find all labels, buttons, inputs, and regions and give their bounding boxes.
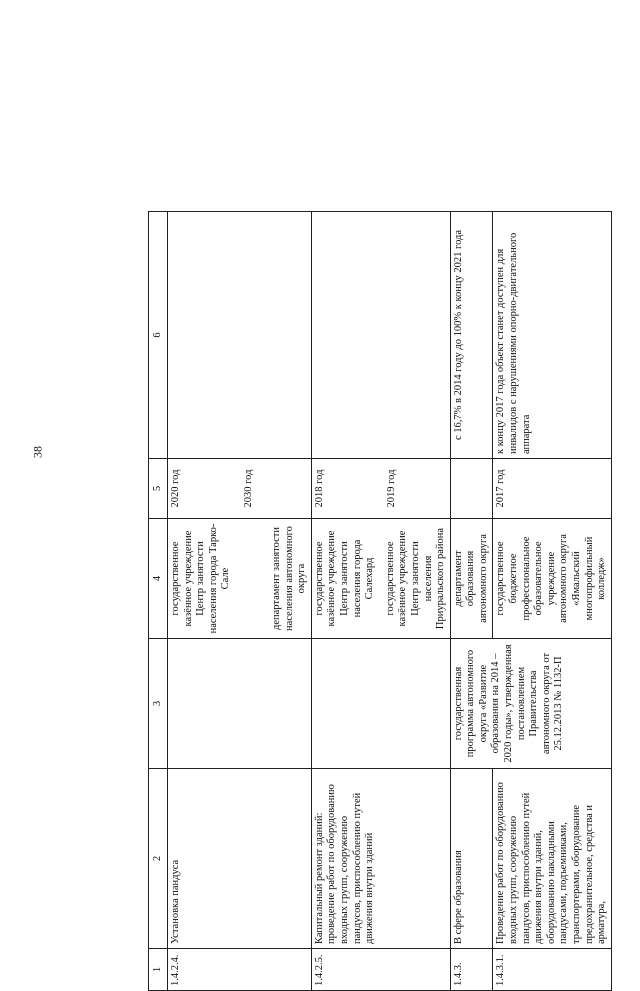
- column-header: 6: [149, 212, 168, 459]
- row-executor: департамент образования автономного округа: [450, 519, 493, 639]
- row-result: к концу 2017 года объект станет доступен для инвалидов с нарушениями опорно-двигательного аппарата: [493, 212, 611, 459]
- row-id: 1.4.2.5.: [311, 949, 450, 991]
- column-header: 3: [149, 639, 168, 769]
- executor-secondary: департамент занятости населения автономного округа: [270, 526, 308, 631]
- row-deadline: [450, 459, 493, 519]
- measures-table: [148, 211, 612, 991]
- row-name: Проведение работ по оборудованию входных групп, сооружению пандусов, приспособлению путей движения внутри зданий, оборудованию накладными пандусами, подъемниками, транспортерами, оборудование предохранительное, средства и арматура,: [493, 769, 611, 949]
- row-id: 1.4.3.1.: [493, 949, 611, 991]
- row-executor: [168, 519, 312, 639]
- executor-secondary: государственное казённое учреждение Центр занятости населения Приуральского района: [384, 527, 447, 630]
- column-header: 5: [149, 459, 168, 519]
- row-name: Капитальный ремонт зданий: проведение работ по оборудованию входных групп, сооружению пандусов, приспособлению путей движения внутри зданий: [311, 769, 450, 949]
- deadline-end: 2030 год: [242, 469, 254, 508]
- table-row: [168, 212, 312, 991]
- row-name: Установка пандуса: [168, 769, 312, 949]
- column-header: 4: [149, 519, 168, 639]
- deadline-start: 2018 год: [313, 469, 325, 508]
- row-result: с 16,7% в 2014 году до 100% к концу 2021 года: [450, 212, 493, 459]
- table-row: [493, 212, 611, 991]
- table-header-row: [149, 212, 168, 991]
- executor-primary: государственное казённое учреждение Центр занятости населения города Тарко-Сале: [170, 523, 232, 634]
- row-program: [311, 639, 450, 769]
- rotated-table-sheet: [148, 211, 608, 991]
- row-executor: государственное бюджетное профессиональное образовательное учреждение автономного округа «Ямальский многопрофильный колледж»: [493, 519, 611, 639]
- row-deadline: [168, 459, 312, 519]
- row-executor: [311, 519, 450, 639]
- row-program: государственная программа автономного округа «Развитие образования на 2014 – 2020 годы», утвержденная постановлением Правительства автономного округа от 25.12.2013 № 1132-П: [450, 639, 611, 769]
- row-program: [168, 639, 312, 769]
- page-number: 38: [30, 446, 45, 458]
- deadline-start: 2020 год: [170, 469, 181, 508]
- executor-primary: государственное казённое учреждение Центр занятости населения города Салехард: [313, 530, 376, 627]
- row-id: 1.4.3.: [450, 949, 493, 991]
- row-result: [168, 212, 312, 459]
- row-name: В сфере образования: [450, 769, 493, 949]
- table-row: [311, 212, 450, 991]
- table-row: [450, 212, 493, 991]
- deadline-end: 2019 год: [386, 469, 398, 508]
- column-header: 2: [149, 769, 168, 949]
- row-deadline: [311, 459, 450, 519]
- column-header: 1: [149, 949, 168, 991]
- row-deadline: 2017 год: [493, 459, 611, 519]
- row-result: [311, 212, 450, 459]
- row-id: 1.4.2.4.: [168, 949, 312, 991]
